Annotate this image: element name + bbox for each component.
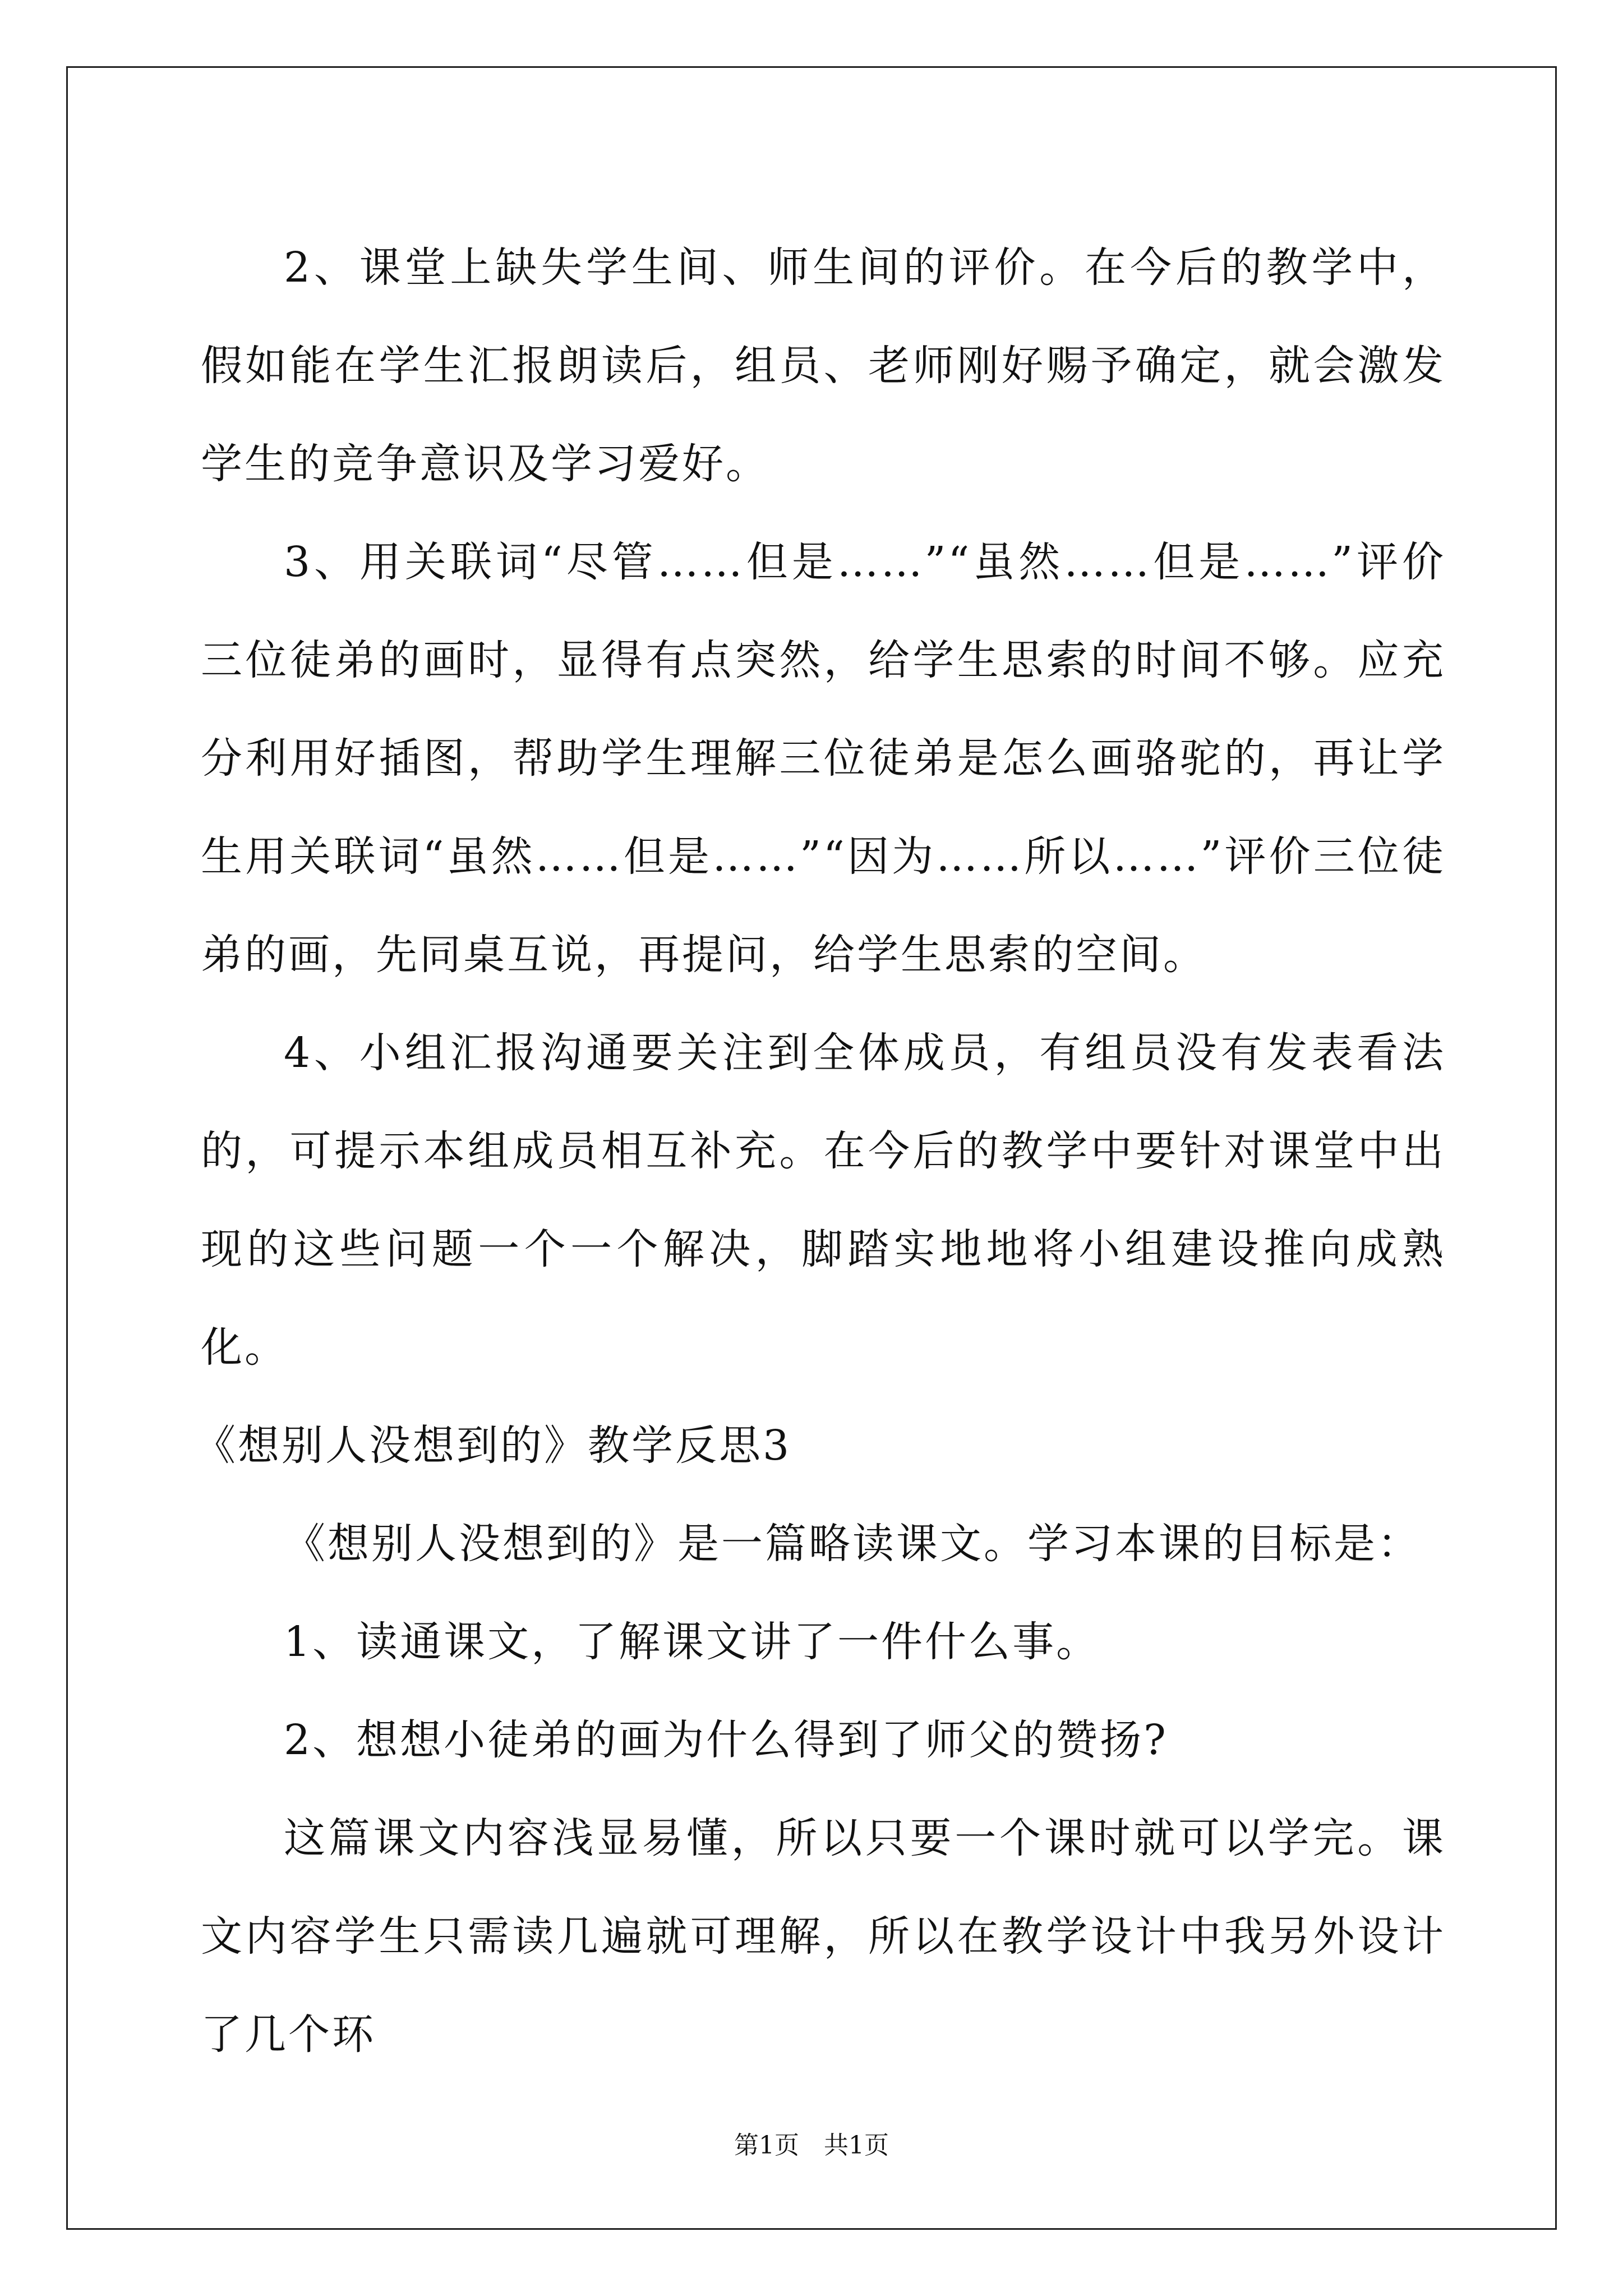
- paragraph-item-2: 2、课堂上缺失学生间、师生间的评价。在今后的教学中，假如能在学生汇报朗读后，组员、老师刚好赐予确定，就会激发学生的竞争意识及学习爱好。: [201, 243, 1446, 488]
- paragraph-item-3: 3、用关联词“尽管……但是……”“虽然……但是……”评价三位徒弟的画时，显得有点突然，给学生思索的时间不够。应充分利用好插图，帮助学生理解三位徒弟是怎么画骆驼的，再让学生用关联词“虽然……但是……”“因为……所以……”评价三位徒弟的画，先同桌互说，再提问，给学生思索的空间。: [201, 538, 1446, 979]
- page-number-footer: 第1页 共1页: [734, 2131, 889, 2160]
- goal-item-2: 2、想想小徒弟的画为什么得到了师父的赞扬?: [284, 1716, 1168, 1764]
- goal-item-1: 1、读通课文，了解课文讲了一件什么事。: [284, 1618, 1100, 1666]
- paragraph-design: 这篇课文内容浅显易懂，所以只要一个课时就可以学完。课文内容学生只需读几遍就可理解，所以在教学设计中我另外设计了几个环: [201, 1814, 1446, 2059]
- document-body: [194, 219, 1446, 2084]
- paragraph-intro: 《想别人没想到的》是一篇略读课文。学习本课的目标是：: [284, 1520, 1421, 1568]
- paragraph-item-4: 4、小组汇报沟通要关注到全体成员，有组员没有发表看法的，可提示本组成员相互补充。在今后的教学中要针对课堂中出现的这些问题一个一个解决，脚踏实地地将小组建设推向成熟化。: [201, 1029, 1446, 1372]
- section-heading: 《想别人没想到的》教学反思3: [194, 1421, 792, 1470]
